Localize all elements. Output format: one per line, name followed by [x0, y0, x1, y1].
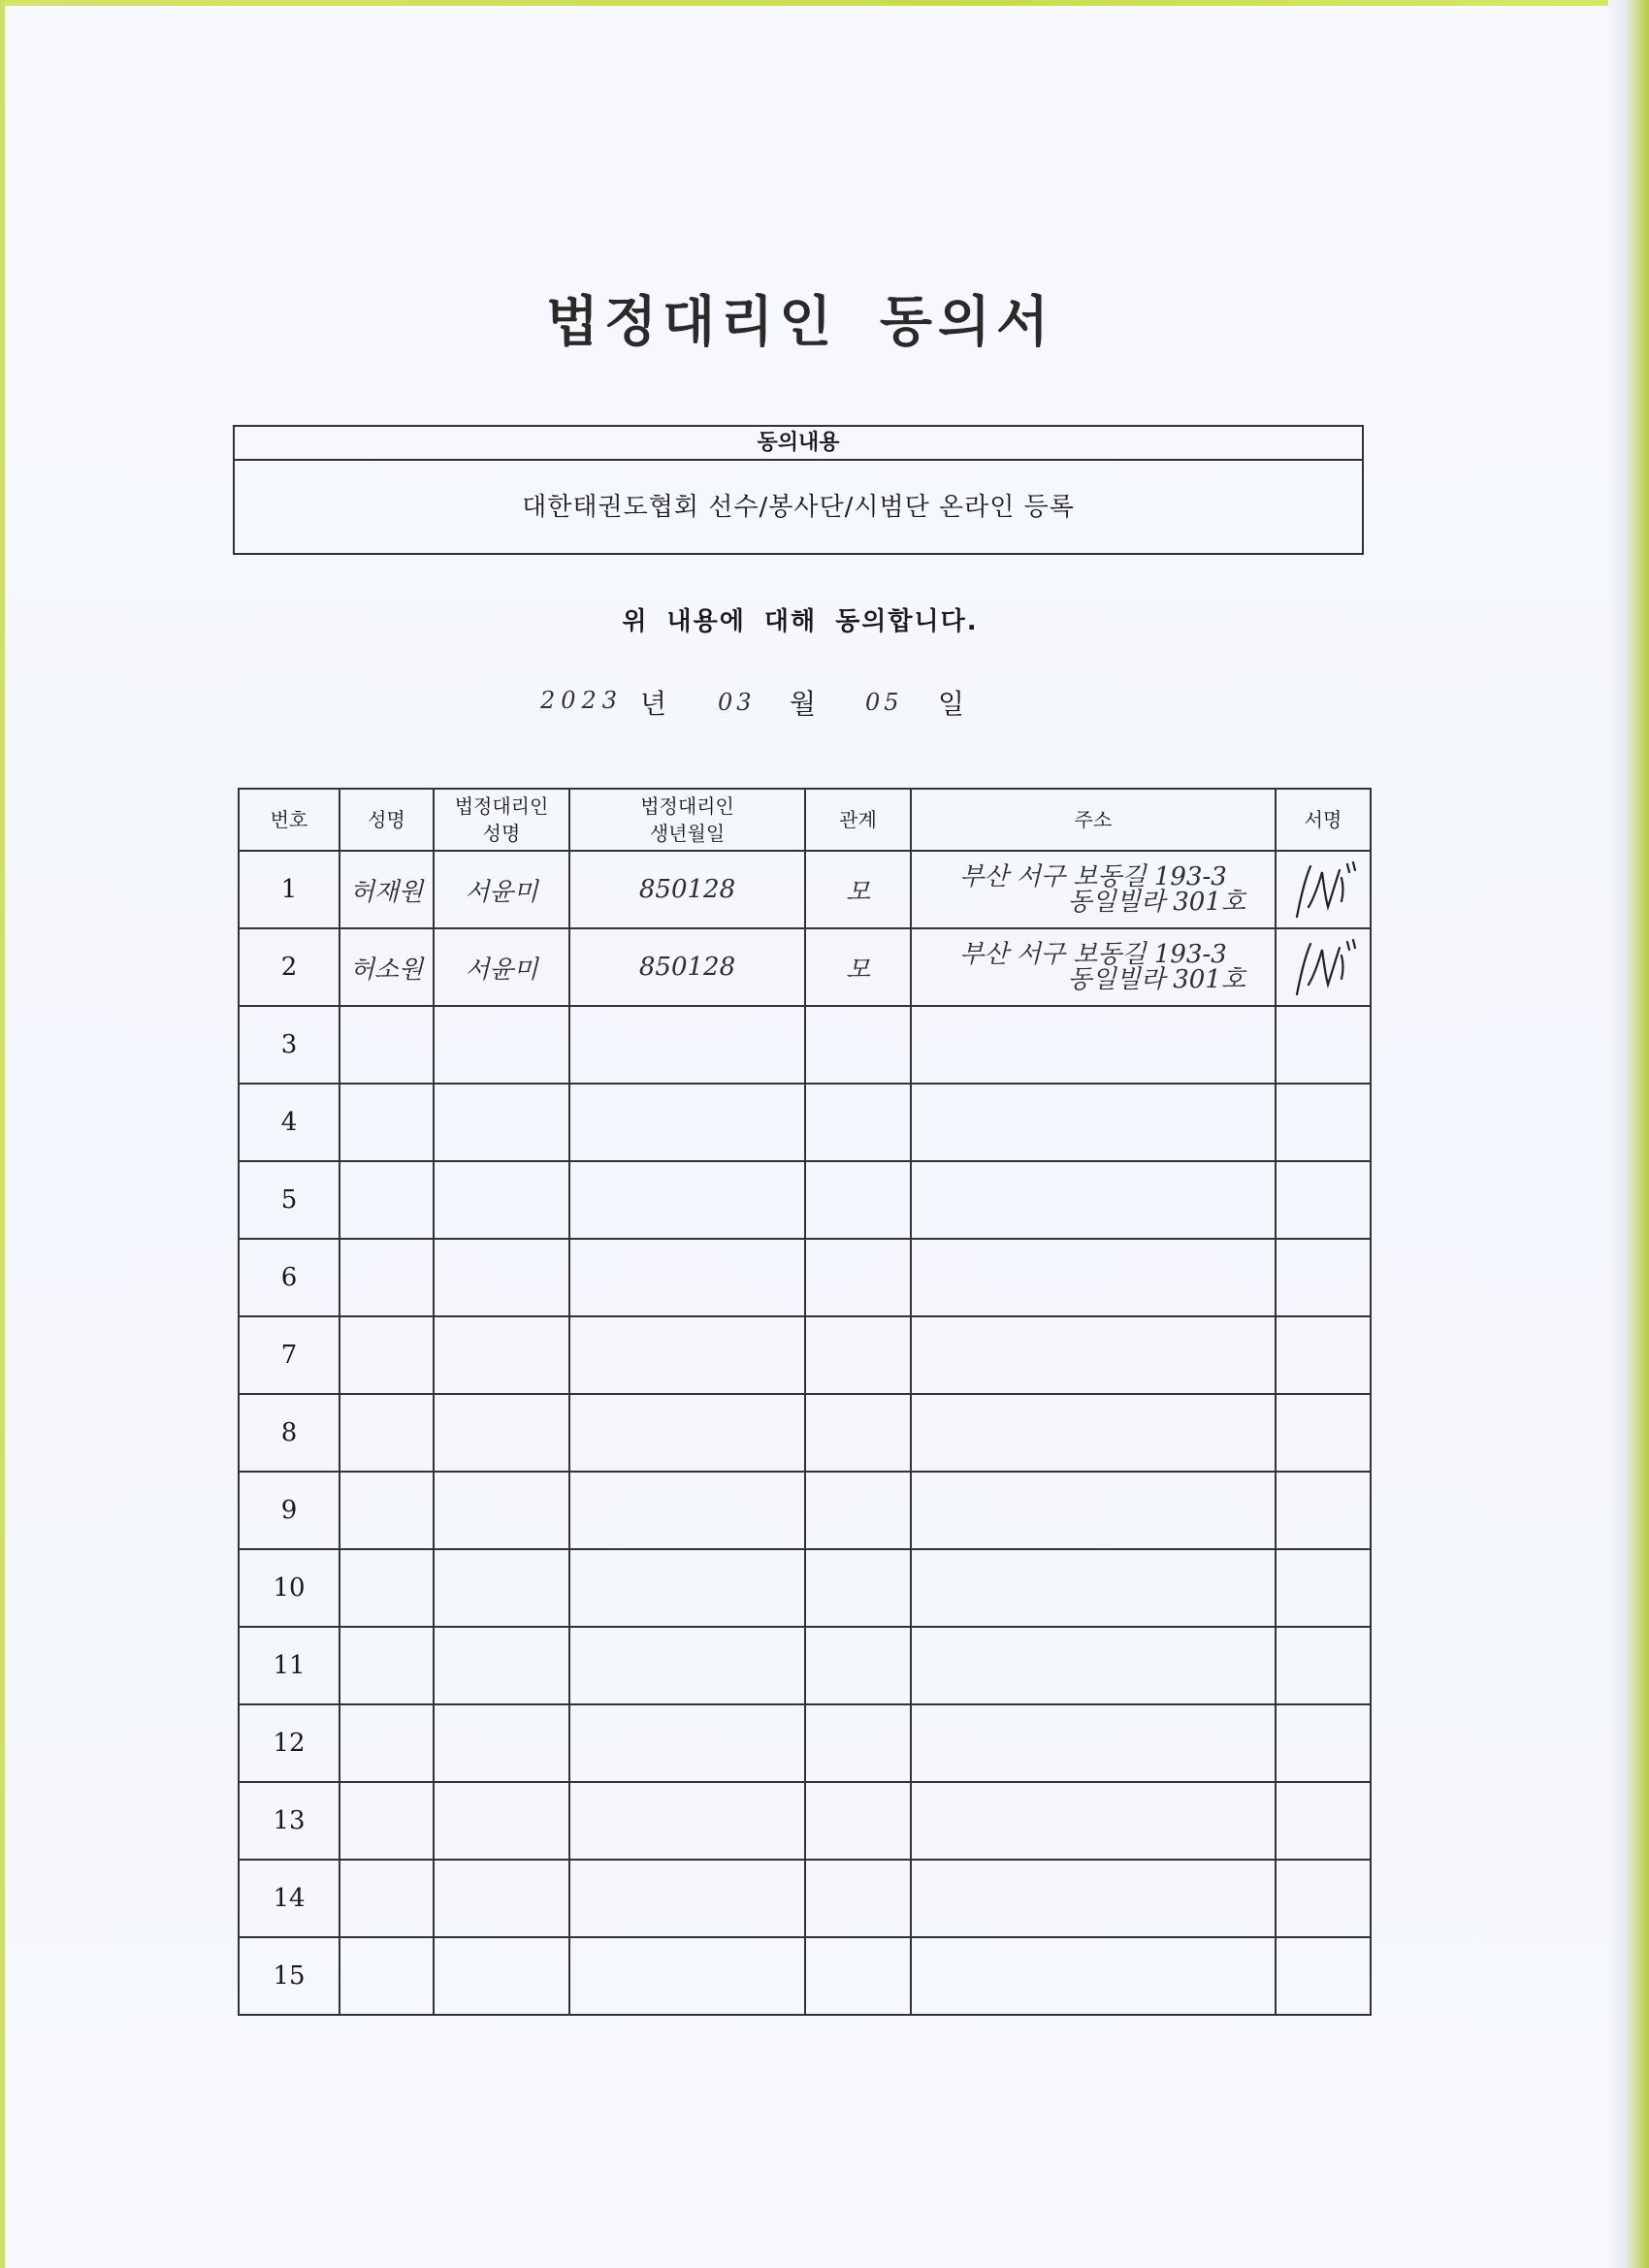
date-month: 03 [718, 689, 756, 716]
cell-guardian-birth [569, 1006, 805, 1084]
date-day: 05 [865, 689, 903, 716]
cell-number: 14 [239, 1860, 340, 1937]
cell-relation [805, 1161, 911, 1239]
cell-guardian-name [434, 1006, 569, 1084]
header-guardian-birth: 법정대리인 생년월일 [569, 789, 805, 851]
cell-name: 허재원 [340, 851, 434, 928]
header-address: 주소 [911, 789, 1276, 851]
date-month-unit: 월 [790, 688, 817, 720]
cell-signature [1276, 1394, 1371, 1472]
cell-address [911, 1316, 1276, 1394]
cell-guardian-birth [569, 1161, 805, 1239]
cell-relation [805, 1316, 911, 1394]
cell-name [340, 1394, 434, 1472]
cell-number: 1 [239, 851, 340, 928]
cell-signature [1276, 1316, 1371, 1394]
table-row [239, 928, 1371, 1006]
cell-guardian-birth [569, 1937, 805, 2015]
cell-signature [1276, 1937, 1371, 2015]
cell-guardian-name [434, 1860, 569, 1937]
cell-guardian-birth [569, 1394, 805, 1472]
scan-edge-right [1608, 0, 1649, 2268]
cell-guardian-name [434, 1239, 569, 1316]
table-row [239, 1704, 1371, 1782]
cell-guardian-name [434, 1084, 569, 1161]
table-row [239, 1860, 1371, 1937]
cell-signature [1276, 1627, 1371, 1704]
cell-name [340, 1704, 434, 1782]
cell-address [911, 1937, 1276, 2015]
cell-guardian-name [434, 1549, 569, 1627]
cell-guardian-name [434, 1782, 569, 1860]
cell-relation [805, 1549, 911, 1627]
cell-guardian-birth [569, 1549, 805, 1627]
cell-guardian-birth [569, 1704, 805, 1782]
cell-number: 5 [239, 1161, 340, 1239]
cell-signature [1276, 1006, 1371, 1084]
header-relation: 관계 [805, 789, 911, 851]
cell-guardian-birth [569, 1316, 805, 1394]
table-row [239, 1782, 1371, 1860]
cell-relation [805, 1860, 911, 1937]
table-row [239, 1161, 1371, 1239]
cell-name [340, 1472, 434, 1549]
cell-relation [805, 1627, 911, 1704]
cell-relation [805, 1239, 911, 1316]
cell-number: 7 [239, 1316, 340, 1394]
guardian-roster-table [238, 788, 1372, 2016]
table-row [239, 851, 1371, 928]
cell-guardian-name [434, 1627, 569, 1704]
cell-name [340, 1782, 434, 1860]
cell-relation [805, 1704, 911, 1782]
cell-guardian-name [434, 1394, 569, 1472]
cell-guardian-name [434, 1937, 569, 2015]
cell-address [911, 1394, 1276, 1472]
cell-number: 13 [239, 1782, 340, 1860]
cell-name [340, 1006, 434, 1084]
cell-name [340, 1161, 434, 1239]
document-title: 법정대리인 동의서 [545, 291, 1055, 354]
table-row [239, 1937, 1371, 2015]
cell-number: 9 [239, 1472, 340, 1549]
cell-relation [805, 1937, 911, 2015]
cell-address [911, 1472, 1276, 1549]
cell-signature [1276, 1239, 1371, 1316]
table-row [239, 1472, 1371, 1549]
cell-signature [1276, 1860, 1371, 1937]
cell-number: 11 [239, 1627, 340, 1704]
cell-relation [805, 1084, 911, 1161]
date-line [5, 683, 1596, 731]
cell-number: 4 [239, 1084, 340, 1161]
cell-guardian-name [434, 1316, 569, 1394]
table-row [239, 1549, 1371, 1627]
handwritten-signature-mark [1279, 859, 1367, 921]
cell-address [911, 1627, 1276, 1704]
cell-relation [805, 1782, 911, 1860]
cell-name: 허소원 [340, 928, 434, 1006]
cell-relation [805, 1006, 911, 1084]
cell-relation: 모 [805, 928, 911, 1006]
cell-address [911, 1704, 1276, 1782]
table-row [239, 1084, 1371, 1161]
cell-address [911, 1860, 1276, 1937]
cell-guardian-name [434, 1161, 569, 1239]
consent-box-body: 대한태권도협회 선수/봉사단/시범단 온라인 등록 [522, 493, 1075, 522]
cell-number: 12 [239, 1704, 340, 1782]
cell-guardian-birth [569, 1782, 805, 1860]
address-line-1: 부산 서구 보동길 193-3 [959, 940, 1227, 969]
handwritten-signature-mark [1279, 936, 1367, 998]
agreement-statement: 위 내용에 대해 동의합니다. [622, 607, 979, 636]
cell-number: 8 [239, 1394, 340, 1472]
cell-name [340, 1860, 434, 1937]
consent-box [233, 425, 1364, 555]
cell-address [911, 1239, 1276, 1316]
document-page [5, 6, 1608, 2268]
cell-address [911, 1006, 1276, 1084]
cell-number: 2 [239, 928, 340, 1006]
header-name: 성명 [340, 789, 434, 851]
cell-guardian-name: 서윤미 [434, 851, 569, 928]
cell-signature [1276, 1161, 1371, 1239]
cell-signature [1276, 1704, 1371, 1782]
cell-signature [1276, 1472, 1371, 1549]
cell-number: 10 [239, 1549, 340, 1627]
cell-signature [1276, 851, 1371, 928]
cell-signature [1276, 928, 1371, 1006]
cell-address [911, 1161, 1276, 1239]
cell-address [911, 1084, 1276, 1161]
cell-guardian-name: 서윤미 [434, 928, 569, 1006]
consent-box-header: 동의내용 [235, 427, 1362, 461]
cell-guardian-name [434, 1472, 569, 1549]
cell-number: 3 [239, 1006, 340, 1084]
cell-address [911, 1549, 1276, 1627]
table-row [239, 1627, 1371, 1704]
cell-address [911, 851, 1276, 928]
table-row [239, 1239, 1371, 1316]
cell-guardian-birth [569, 1860, 805, 1937]
cell-guardian-name [434, 1704, 569, 1782]
cell-name [340, 1316, 434, 1394]
address-line-2: 동일빌라 301호 [1067, 965, 1245, 994]
table-row [239, 1394, 1371, 1472]
cell-name [340, 1239, 434, 1316]
cell-guardian-birth [569, 1239, 805, 1316]
cell-name [340, 1084, 434, 1161]
cell-guardian-birth [569, 1627, 805, 1704]
cell-name [340, 1549, 434, 1627]
table-row [239, 1316, 1371, 1394]
date-day-unit: 일 [938, 688, 965, 720]
cell-signature [1276, 1782, 1371, 1860]
date-year: 2023 [540, 687, 624, 714]
address-line-1: 부산 서구 보동길 193-3 [959, 862, 1227, 891]
address-line-2: 동일빌라 301호 [1067, 888, 1245, 917]
cell-number: 6 [239, 1239, 340, 1316]
cell-address [911, 928, 1276, 1006]
cell-guardian-birth: 850128 [569, 928, 805, 1006]
cell-relation [805, 1394, 911, 1472]
header-guardian-name: 법정대리인 성명 [434, 789, 569, 851]
table-body [239, 851, 1371, 2015]
table-header-row [239, 789, 1371, 851]
cell-relation [805, 1472, 911, 1549]
cell-guardian-birth: 850128 [569, 851, 805, 928]
cell-address [911, 1782, 1276, 1860]
header-number: 번호 [239, 789, 340, 851]
cell-guardian-birth [569, 1472, 805, 1549]
header-signature: 서명 [1276, 789, 1371, 851]
cell-signature [1276, 1084, 1371, 1161]
table-row [239, 1006, 1371, 1084]
cell-name [340, 1937, 434, 2015]
cell-number: 15 [239, 1937, 340, 2015]
cell-relation: 모 [805, 851, 911, 928]
cell-guardian-birth [569, 1084, 805, 1161]
cell-name [340, 1627, 434, 1704]
date-year-unit: 년 [640, 688, 667, 720]
cell-signature [1276, 1549, 1371, 1627]
